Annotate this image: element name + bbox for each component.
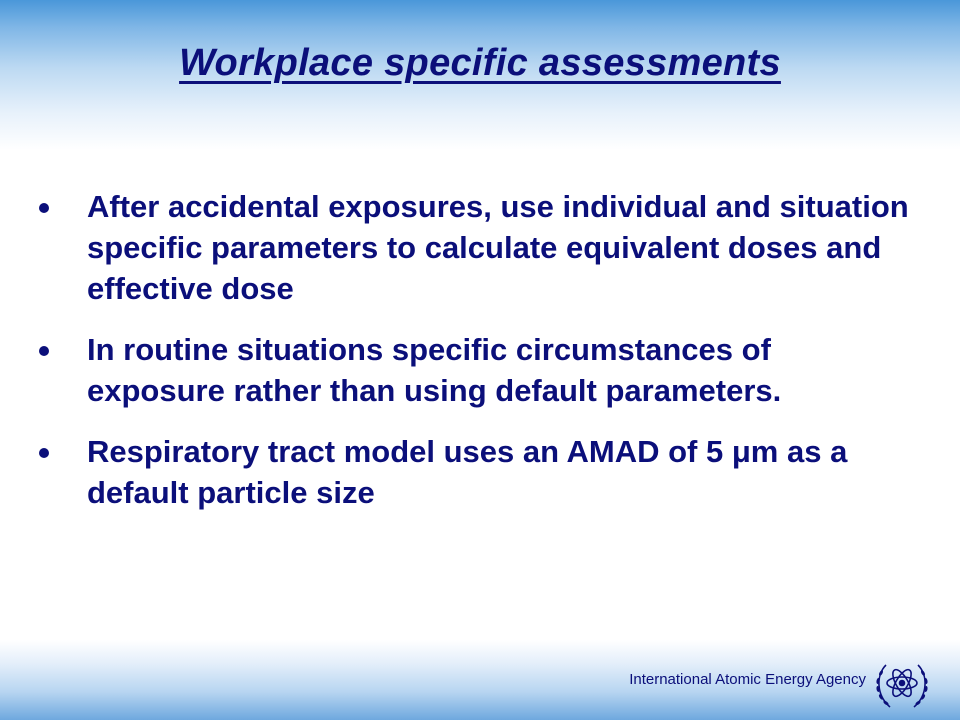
- bullet-dot-icon: [39, 448, 49, 458]
- bullet-dot-icon: [39, 346, 49, 356]
- bullet-item: [34, 329, 914, 411]
- bullet-text: Respiratory tract model uses an AMAD of 5 μm as a default particle size: [87, 434, 848, 510]
- bullet-list: [34, 186, 914, 533]
- iaea-emblem-icon: [872, 655, 932, 713]
- bullet-item: [34, 186, 914, 309]
- slide-title: Workplace specific assessments: [179, 42, 781, 84]
- bullet-text: After accidental exposures, use individual and situation specific parameters to calculate equivalent doses and effective dose: [87, 189, 909, 306]
- footer-organization-name: International Atomic Energy Agency: [629, 671, 866, 688]
- bullet-dot-icon: [39, 203, 49, 213]
- bullet-text: In routine situations specific circumstances of exposure rather than using default parameters.: [87, 332, 782, 408]
- bullet-item: [34, 431, 914, 513]
